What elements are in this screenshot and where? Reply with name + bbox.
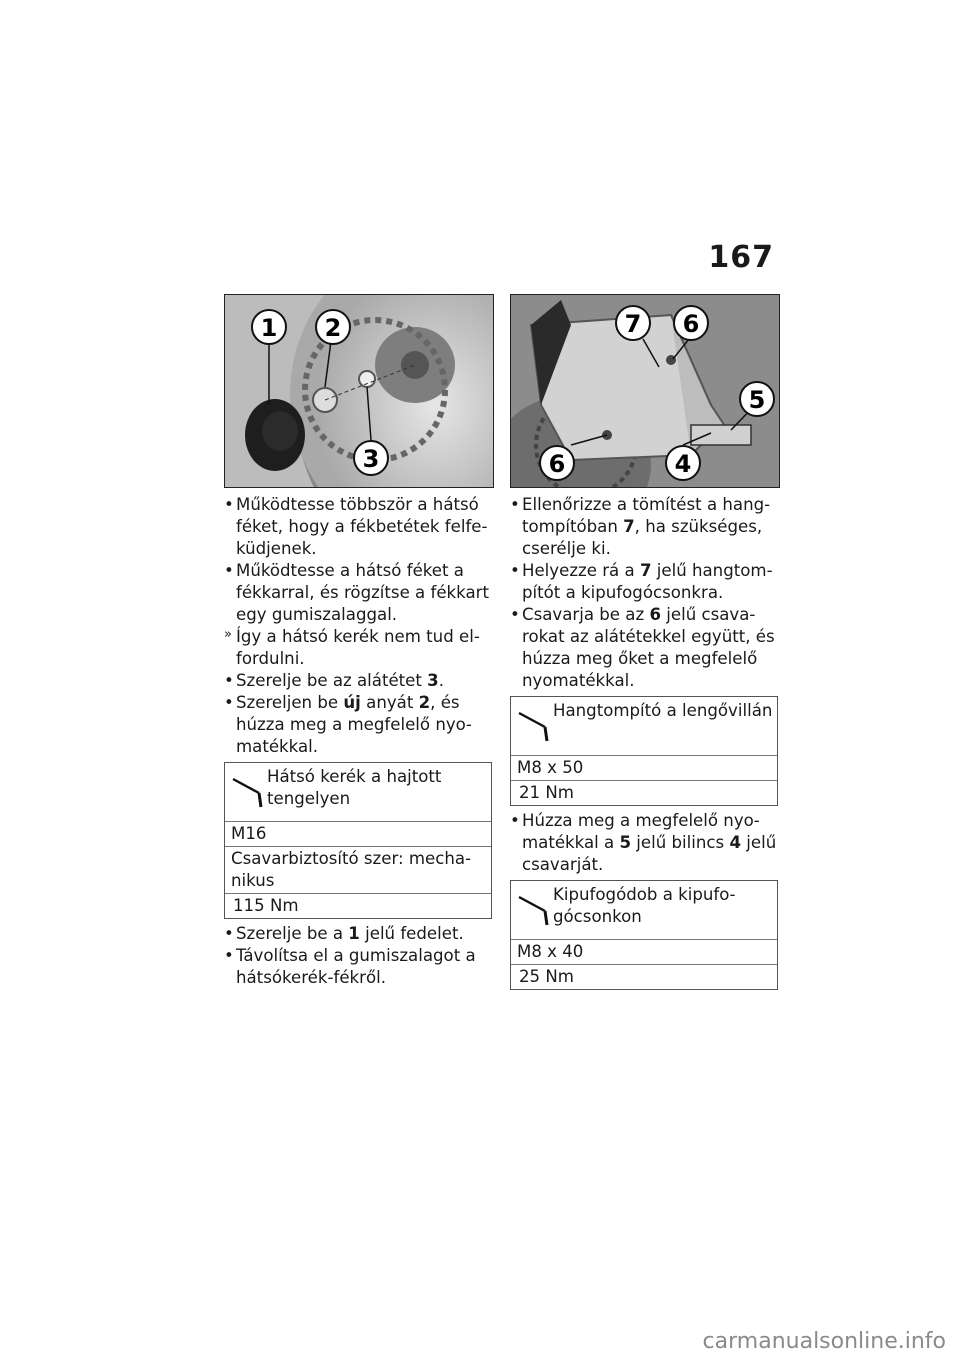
figure-label-3: 3: [362, 445, 380, 473]
left-steps-after: [224, 923, 494, 989]
muffler-illustration: [511, 295, 779, 487]
list-item: • Csavarja be az 6 jelű csavarokat az alátétekkel együtt, és húzza meg őket a megfelelő nyomatékkal.: [510, 605, 775, 690]
torque-table-header: [225, 763, 491, 822]
torque-row: M8 x 40: [511, 940, 777, 965]
right-steps: [510, 494, 780, 692]
list-item: • Húzza meg a megfelelő nyomatékkal a 5 jelű bilincs 4 jelű csavarját.: [510, 811, 777, 874]
torque-table-muffler-swingarm: [510, 696, 778, 806]
torque-table-muffler-manifold: [510, 880, 778, 990]
torque-value: 115 Nm: [233, 896, 299, 915]
list-item: • Ellenőrizze a tömítést a hangtompítóban 7, ha szükséges, cserélje ki.: [510, 495, 771, 558]
figure-label-4: 4: [674, 450, 692, 478]
list-item: • Szerelje be az alátétet 3.: [224, 671, 444, 690]
watermark: carmanualsonline.info: [702, 1329, 946, 1354]
list-item: • Működtesse a hátsó féket a fékkarral, és rögzítse a fékkart egy gumiszalaggal.: [224, 561, 489, 624]
torque-wrench-icon: [517, 707, 553, 743]
figure-label-6-bottom: 6: [548, 450, 566, 478]
left-column: [224, 294, 494, 989]
list-item: • Szereljen be új anyát 2, és húzza meg a megfelelő nyomatékkal.: [224, 693, 472, 756]
torque-table-header: [511, 881, 777, 940]
torque-row: Csavarbiztosító szer: mechanikus: [225, 847, 491, 894]
right-column: [510, 294, 780, 994]
right-steps-mid: [510, 810, 780, 876]
left-steps: [224, 494, 494, 758]
torque-table-title: Hangtompító a lengővillán: [553, 701, 773, 720]
rear-wheel-figure: [224, 294, 494, 488]
torque-table-rear-wheel: [224, 762, 492, 919]
torque-table-header: [511, 697, 777, 756]
torque-table-title: Hátsó kerék a hajtott tengelyen: [267, 767, 442, 808]
torque-value: 21 Nm: [519, 783, 574, 802]
figure-label-5: 5: [748, 386, 766, 414]
torque-table-title: Kipufogódob a kipufogócsonkon: [553, 885, 736, 926]
list-item-result: » Így a hátsó kerék nem tud elfordulni.: [224, 627, 480, 668]
rear-wheel-illustration: [225, 295, 493, 487]
figure-label-7: 7: [624, 310, 642, 338]
torque-value: 25 Nm: [519, 967, 574, 986]
figure-label-2: 2: [324, 314, 342, 342]
list-item: • Helyezze rá a 7 jelű hangtompítót a kipufogócsonkra.: [510, 561, 773, 602]
torque-wrench-icon: [517, 891, 553, 927]
torque-row: M8 x 50: [511, 756, 777, 781]
torque-wrench-icon: [231, 773, 267, 809]
list-item: • Szerelje be a 1 jelű fedelet.: [224, 924, 464, 943]
page-number: 167: [708, 240, 774, 275]
list-item: • Távolítsa el a gumiszalagot a hátsókerék-fékről.: [224, 946, 476, 987]
torque-row: M16: [225, 822, 491, 847]
list-item: • Működtesse többször a hátsó féket, hogy a fékbetétek felfeküdjenek.: [224, 495, 488, 558]
figure-label-6-top: 6: [682, 310, 700, 338]
muffler-figure: [510, 294, 780, 488]
figure-label-1: 1: [260, 314, 278, 342]
